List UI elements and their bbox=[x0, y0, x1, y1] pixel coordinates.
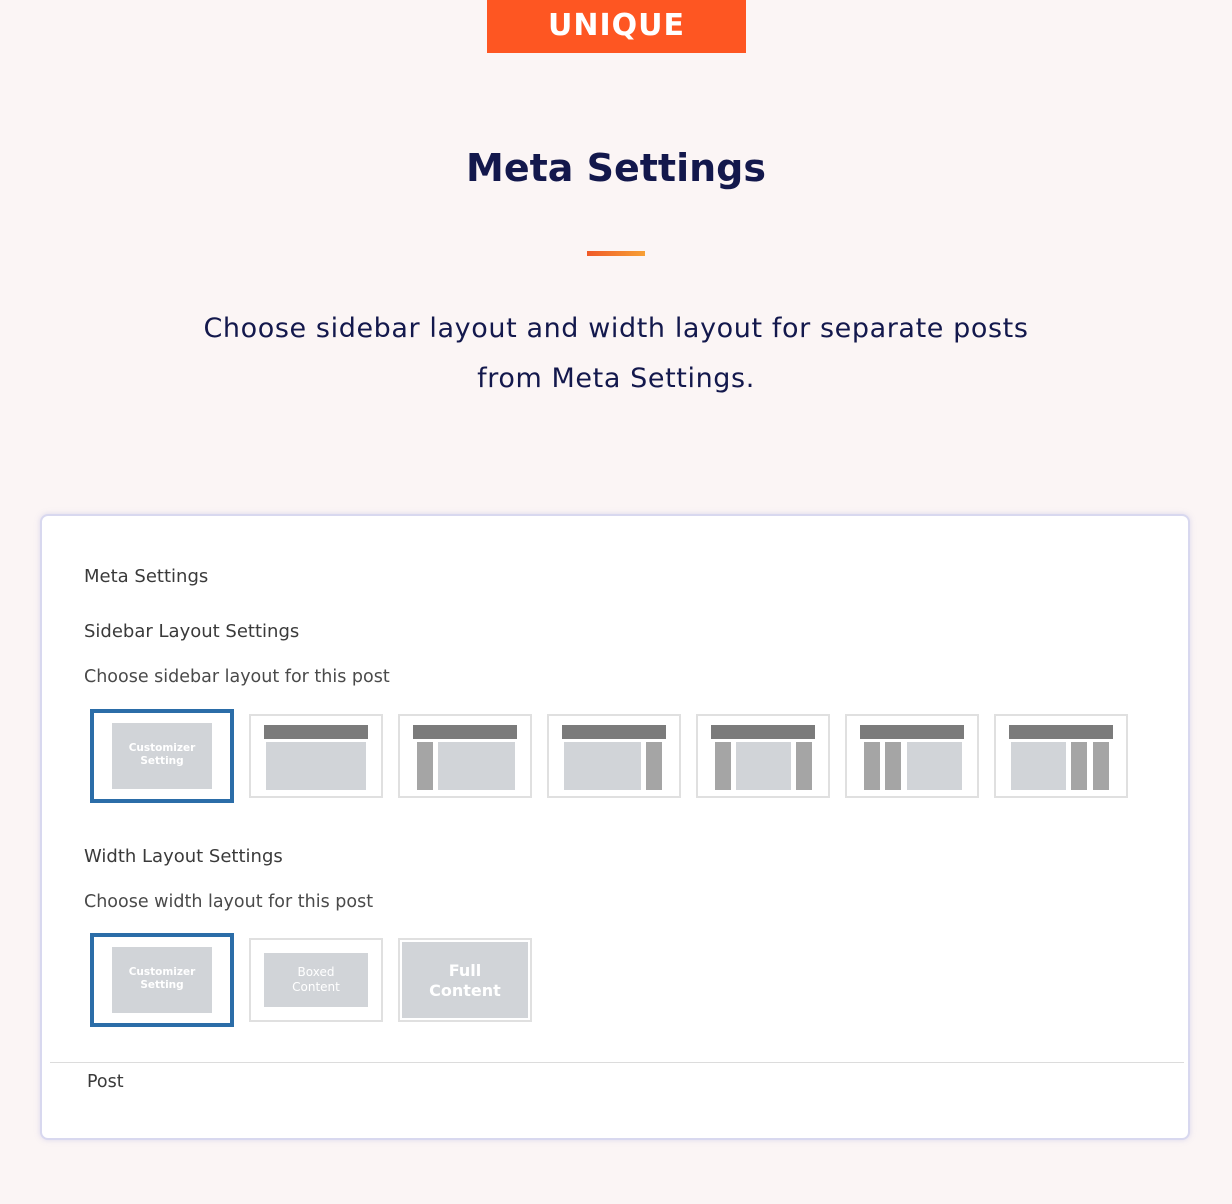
sidebar-column-icon bbox=[646, 742, 662, 790]
sidebar-option-left-sidebar[interactable] bbox=[398, 714, 532, 798]
option-label bbox=[251, 965, 381, 995]
width-layout-description: Choose width layout for this post bbox=[84, 892, 374, 912]
page-subtitle bbox=[166, 304, 1066, 404]
width-layout-heading: Width Layout Settings bbox=[84, 846, 283, 867]
width-option-full-content[interactable] bbox=[398, 938, 532, 1022]
option-label bbox=[94, 966, 230, 992]
header-bar-icon bbox=[860, 725, 964, 739]
panel-footer-divider bbox=[50, 1062, 1184, 1063]
option-label-line-2: Content bbox=[292, 980, 340, 994]
sidebar-layout-description: Choose sidebar layout for this post bbox=[84, 667, 390, 687]
content-area-icon bbox=[266, 742, 366, 790]
option-label bbox=[400, 961, 530, 1001]
header-bar-icon bbox=[711, 725, 815, 739]
sidebar-option-right-sidebar[interactable] bbox=[547, 714, 681, 798]
width-option-customizer-setting[interactable] bbox=[90, 933, 234, 1027]
header-bar-icon bbox=[413, 725, 517, 739]
subtitle-line-2: from Meta Settings. bbox=[477, 363, 755, 394]
sidebar-option-both-sidebars[interactable] bbox=[696, 714, 830, 798]
sidebar-column-icon bbox=[864, 742, 880, 790]
sidebar-column-icon bbox=[1093, 742, 1109, 790]
option-label-line-1: Customizer bbox=[128, 742, 196, 754]
option-label-line-2: Content bbox=[429, 981, 501, 1000]
sidebar-column-icon bbox=[796, 742, 812, 790]
subtitle-line-1: Choose sidebar layout and width layout for separate posts bbox=[203, 313, 1029, 344]
option-label-line-1: Full bbox=[448, 961, 482, 980]
unique-badge: UNIQUE bbox=[487, 0, 746, 53]
sidebar-layout-heading: Sidebar Layout Settings bbox=[84, 621, 300, 642]
sidebar-column-icon bbox=[417, 742, 433, 790]
option-label-line-2: Setting bbox=[140, 979, 184, 992]
content-area-icon bbox=[564, 742, 641, 790]
header-bar-icon bbox=[1009, 725, 1113, 739]
content-area-icon bbox=[736, 742, 791, 790]
panel-heading: Meta Settings bbox=[84, 566, 209, 587]
option-label-line-1: Boxed bbox=[297, 965, 335, 979]
title-divider bbox=[587, 251, 645, 256]
sidebar-option-two-right-sidebars[interactable] bbox=[994, 714, 1128, 798]
page-title: Meta Settings bbox=[466, 146, 766, 190]
sidebar-option-no-sidebar[interactable] bbox=[249, 714, 383, 798]
option-label bbox=[94, 742, 230, 768]
meta-settings-panel bbox=[40, 514, 1190, 1140]
header-bar-icon bbox=[264, 725, 368, 739]
option-label-line-1: Customizer bbox=[128, 966, 196, 978]
sidebar-option-customizer-setting[interactable] bbox=[90, 709, 234, 803]
sidebar-column-icon bbox=[1071, 742, 1087, 790]
content-area-icon bbox=[438, 742, 515, 790]
sidebar-column-icon bbox=[715, 742, 731, 790]
option-label-line-2: Setting bbox=[140, 755, 184, 768]
content-area-icon bbox=[907, 742, 962, 790]
sidebar-option-two-left-sidebars[interactable] bbox=[845, 714, 979, 798]
sidebar-column-icon bbox=[885, 742, 901, 790]
content-area-icon bbox=[1011, 742, 1066, 790]
header-bar-icon bbox=[562, 725, 666, 739]
width-option-boxed-content[interactable] bbox=[249, 938, 383, 1022]
post-type-label: Post bbox=[87, 1072, 124, 1092]
